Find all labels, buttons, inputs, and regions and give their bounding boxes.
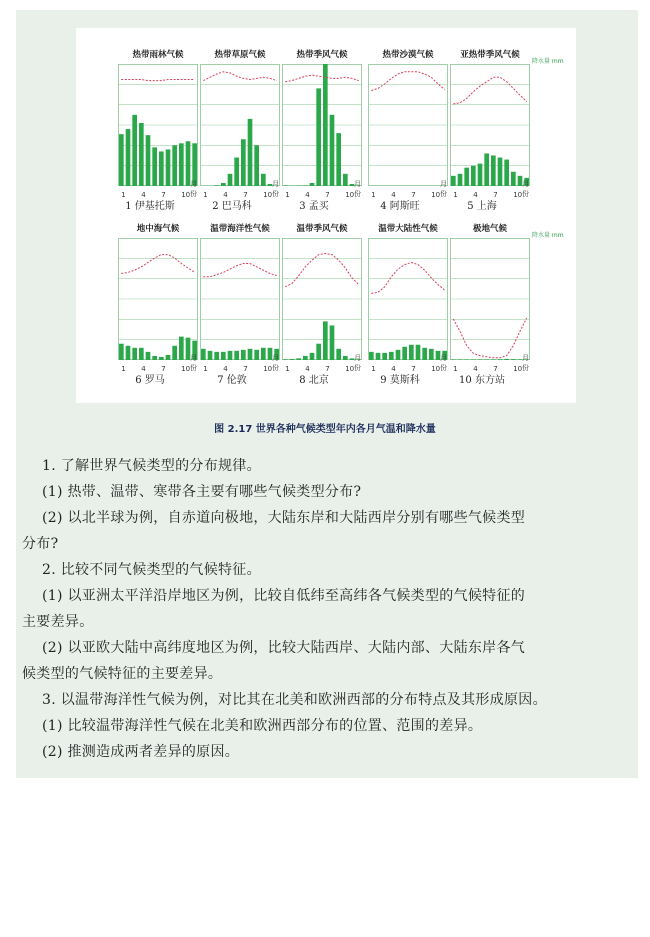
precip-bar	[166, 355, 171, 360]
precip-bar	[303, 356, 308, 360]
precip-bar	[491, 156, 496, 187]
temperature-line	[453, 318, 526, 358]
precip-bar	[511, 359, 516, 360]
precip-bar	[464, 168, 469, 186]
station-label: 10 东方站	[459, 375, 505, 386]
precip-bar	[422, 348, 427, 360]
x-tick-label: 10	[181, 365, 191, 373]
panel-title: 热带雨林气候	[132, 50, 184, 60]
x-tick-label: 10	[263, 365, 273, 373]
precip-bar	[179, 143, 184, 186]
panel-plot	[282, 238, 362, 360]
precip-bar	[330, 325, 335, 360]
precip-bar	[159, 357, 164, 360]
precip-bar	[409, 345, 414, 360]
x-tick-label: 1	[203, 191, 208, 199]
precip-bar	[139, 348, 144, 360]
precip-bar	[241, 350, 246, 360]
x-tick-label: 10	[263, 191, 273, 199]
panel-title: 地中海气候	[136, 224, 180, 234]
x-tick-label: 月份	[354, 354, 361, 372]
precip-bar	[504, 359, 509, 360]
temperature-line	[203, 72, 276, 81]
precip-bar	[146, 352, 151, 360]
question-2-2-cont: 候类型的气候特征的主要差异。	[22, 666, 223, 682]
precip-bar	[248, 119, 253, 186]
precip-bar	[179, 337, 184, 360]
precip-bar	[254, 145, 259, 186]
x-tick-label: 1	[121, 191, 126, 199]
precip-bar	[132, 348, 137, 360]
climate-panel	[118, 224, 198, 386]
panel-plot	[282, 64, 362, 186]
x-tick-label: 4	[391, 191, 396, 199]
x-tick-label: 4	[473, 191, 478, 199]
x-tick-label: 1	[285, 365, 290, 373]
precip-bar	[429, 349, 434, 360]
panel-plot	[118, 64, 198, 186]
station-label: 3 孟买	[299, 201, 329, 212]
x-tick-label: 1	[203, 365, 208, 373]
precip-bar	[221, 183, 226, 186]
precip-unit-label: 降水量 mm	[532, 58, 564, 65]
panel-plot	[450, 64, 530, 186]
climate-panel	[200, 50, 280, 212]
panel-title: 温带大陆性气候	[378, 224, 438, 234]
precip-bar	[126, 346, 131, 360]
climate-charts-figure	[76, 28, 576, 403]
precip-bar	[152, 147, 157, 186]
precip-bar	[214, 352, 219, 360]
x-tick-label: 10	[513, 191, 523, 199]
precip-bar	[119, 134, 124, 186]
climate-panel	[368, 224, 448, 386]
x-tick-label: 月份	[272, 180, 279, 198]
question-1-2: (2) 以北半球为例，自赤道向极地，大陆东岸和大陆西岸分别有哪些气候类型	[42, 510, 526, 526]
x-tick-label: 7	[243, 191, 248, 199]
question-2: 2. 比较不同气候类型的气候特征。	[42, 562, 261, 578]
x-tick-label: 月份	[440, 354, 447, 372]
precip-bar	[214, 185, 219, 186]
precip-bar	[478, 164, 483, 186]
climate-panel	[282, 50, 362, 212]
precip-bar	[234, 158, 239, 186]
precip-bar	[343, 356, 348, 360]
precip-bar	[310, 183, 315, 186]
precip-bar	[402, 347, 407, 360]
station-label: 5 上海	[467, 201, 497, 212]
precip-bar	[290, 359, 295, 360]
precip-bar	[283, 359, 288, 360]
station-label: 4 阿斯旺	[380, 201, 420, 212]
x-tick-label: 7	[411, 191, 416, 199]
precip-bar	[159, 151, 164, 186]
panel-title: 温带季风气候	[296, 224, 348, 234]
precip-bar	[221, 352, 226, 360]
x-tick-label: 7	[325, 191, 330, 199]
precip-bar	[382, 353, 387, 360]
x-tick-label: 4	[305, 191, 310, 199]
x-tick-label: 7	[493, 365, 498, 373]
x-tick-label: 7	[325, 365, 330, 373]
panel-title: 热带草原气候	[214, 50, 266, 60]
precip-bar	[323, 321, 328, 360]
precip-bar	[376, 353, 381, 360]
x-tick-label: 10	[345, 191, 355, 199]
precip-bar	[228, 174, 233, 186]
precip-bar	[234, 351, 239, 360]
panel-plot	[450, 238, 530, 360]
x-tick-label: 7	[411, 365, 416, 373]
x-tick-label: 1	[121, 365, 126, 373]
station-label: 6 罗马	[135, 375, 165, 386]
precip-bar	[166, 149, 171, 186]
precip-bar	[241, 139, 246, 186]
x-tick-label: 4	[141, 365, 146, 373]
x-tick-label: 4	[473, 365, 478, 373]
climate-panel	[368, 50, 448, 212]
question-1-1: (1) 热带、温带、寒带各主要有哪些气候类型分布?	[42, 484, 362, 500]
x-tick-label: 1	[285, 191, 290, 199]
precip-bar	[416, 345, 421, 360]
x-tick-label: 10	[345, 365, 355, 373]
panel-title: 热带沙漠气候	[382, 50, 434, 60]
panel-plot	[368, 238, 448, 360]
question-2-1: (1) 以亚洲太平洋沿岸地区为例，比较自低纬至高纬各气候类型的气候特征的	[42, 588, 526, 604]
x-tick-label: 7	[161, 365, 166, 373]
panel-plot	[118, 238, 198, 360]
x-tick-label: 月份	[354, 180, 361, 198]
station-label: 9 莫斯科	[380, 375, 420, 386]
temperature-line	[285, 75, 358, 82]
question-3: 3. 以温带海洋性气候为例，对比其在北美和欧洲西部的分布特点及其形成原因。	[42, 692, 547, 708]
precip-bar	[504, 160, 509, 186]
precip-bar	[172, 346, 177, 360]
precip-bar	[323, 64, 328, 186]
x-tick-label: 4	[223, 191, 228, 199]
x-tick-label: 10	[431, 191, 441, 199]
x-tick-label: 4	[391, 365, 396, 373]
panel-plot	[200, 238, 280, 360]
precip-bar	[484, 153, 489, 186]
station-label: 7 伦敦	[217, 375, 247, 386]
x-tick-label: 1	[371, 365, 376, 373]
station-label: 1 伊基托斯	[125, 201, 175, 212]
question-3-1: (1) 比较温带海洋性气候在北美和欧洲西部分布的位置、范围的差异。	[42, 718, 483, 734]
temperature-line	[121, 255, 194, 274]
precip-bar	[254, 350, 259, 360]
panel-plot	[368, 64, 448, 186]
precip-bar	[261, 348, 266, 360]
precip-bar	[389, 352, 394, 360]
x-tick-label: 1	[371, 191, 376, 199]
precip-bar	[261, 174, 266, 186]
figure-caption: 图 2.17 世界各种气候类型年内各月气温和降水量	[214, 424, 436, 435]
question-3-2: (2) 推测造成两者差异的原因。	[42, 744, 240, 760]
panel-title: 热带季风气候	[296, 50, 348, 60]
precip-bar	[139, 123, 144, 186]
precip-bar	[369, 352, 374, 360]
panel-title: 极地气候	[472, 224, 507, 234]
x-tick-label: 月份	[522, 180, 529, 198]
station-label: 2 巴马科	[212, 201, 252, 212]
station-label: 8 北京	[299, 375, 329, 386]
precip-bar	[152, 356, 157, 360]
x-tick-label: 1	[453, 365, 458, 373]
precip-bar	[498, 359, 503, 360]
x-tick-label: 月份	[190, 354, 197, 372]
x-tick-label: 1	[453, 191, 458, 199]
question-1: 1. 了解世界气候类型的分布规律。	[42, 458, 261, 474]
precip-bar	[451, 176, 456, 186]
precip-bar	[126, 129, 131, 186]
precip-bar	[296, 358, 301, 360]
precip-bar	[336, 349, 341, 360]
panel-plot	[200, 64, 280, 186]
x-tick-label: 10	[181, 191, 191, 199]
x-tick-label: 7	[161, 191, 166, 199]
x-tick-label: 月份	[272, 354, 279, 372]
x-tick-label: 10	[513, 365, 523, 373]
climate-panel	[118, 50, 198, 212]
precip-bar	[119, 344, 124, 360]
x-tick-label: 7	[493, 191, 498, 199]
precip-bar	[310, 353, 315, 360]
precip-bar	[498, 158, 503, 186]
question-2-2: (2) 以亚欧大陆中高纬度地区为例，比较大陆西岸、大陆内部、大陆东岸各气	[42, 640, 526, 656]
precip-bar	[132, 115, 137, 186]
x-tick-label: 7	[243, 365, 248, 373]
precip-bar	[201, 349, 206, 360]
x-tick-label: 10	[431, 365, 441, 373]
precip-bar	[471, 166, 476, 186]
x-tick-label: 4	[305, 365, 310, 373]
climate-panel	[450, 50, 530, 212]
precip-bar	[330, 115, 335, 186]
panel-title: 温带海洋性气候	[210, 224, 270, 234]
temperature-line	[371, 262, 444, 293]
question-1-2-cont: 分布?	[22, 536, 59, 552]
precip-bar	[172, 145, 177, 186]
question-2-1-cont: 主要差异。	[22, 614, 94, 630]
panel-title: 亚热带季风气候	[460, 50, 520, 60]
climate-panel	[200, 224, 280, 386]
x-tick-label: 月份	[522, 354, 529, 372]
precip-bar	[458, 174, 463, 186]
temperature-line	[371, 72, 444, 91]
precip-bar	[146, 135, 151, 186]
x-tick-label: 月份	[440, 180, 447, 198]
precip-bar	[228, 351, 233, 360]
precip-bar	[208, 351, 213, 360]
climate-panel	[450, 224, 530, 386]
precip-bar	[396, 350, 401, 360]
precip-bar	[316, 344, 321, 360]
climate-panel	[282, 224, 362, 386]
precip-unit-label: 降水量 mm	[532, 232, 564, 239]
temperature-line	[121, 80, 194, 81]
precip-bar	[343, 174, 348, 186]
precip-bar	[336, 133, 341, 186]
precip-bar	[316, 88, 321, 186]
precip-bar	[511, 172, 516, 186]
temperature-line	[453, 77, 526, 104]
x-tick-label: 月份	[190, 180, 197, 198]
precip-bar	[248, 349, 253, 360]
temperature-line	[203, 264, 276, 277]
x-tick-label: 4	[223, 365, 228, 373]
x-tick-label: 4	[141, 191, 146, 199]
